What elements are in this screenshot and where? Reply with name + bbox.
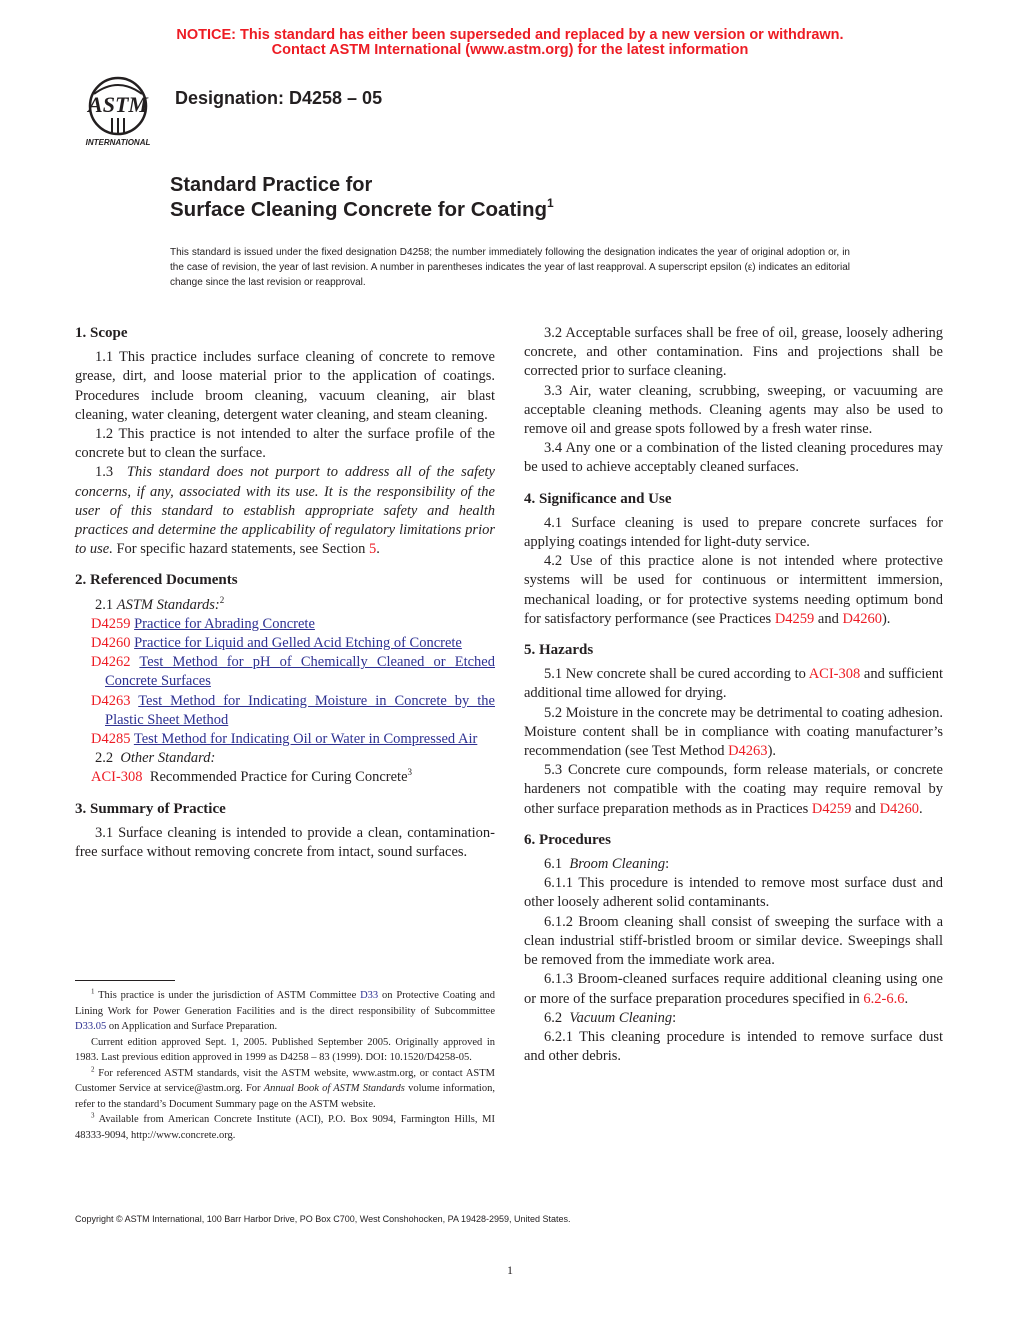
para-6-1-3-end: . — [904, 990, 909, 1007]
section-heading-significance: 4. Significance and Use — [524, 490, 672, 507]
footnote-1-text-a: This practice is under the jurisdiction of ASTM Committee — [94, 990, 361, 1001]
para-6-1-1: 6.1.1 This procedure is intended to remove most surface dust and other loosely adherent solid contaminants. — [524, 875, 943, 911]
para-6-1-2: 6.1.2 Broom cleaning shall consist of sweeping the surface with a clean industrial stiff-bristled broom or similar device. Sweepings shall be removed from the immediate work area. — [524, 913, 943, 969]
footnote-1-mark: 1 — [91, 987, 95, 996]
para-5-2-end: ). — [767, 743, 777, 760]
ref-code[interactable]: D4263 — [91, 692, 131, 709]
para-2-1-num: 2.1 — [95, 596, 114, 613]
section-heading-refdocs: 2. Referenced Documents — [75, 572, 238, 589]
footnote-2-text-b: volume information, refer to the standard’s Document Summary page on the ASTM website. — [75, 1083, 495, 1110]
para-6-2: 6.2 Vacuum Cleaning: — [544, 1009, 677, 1026]
section-heading-procedures: 6. Procedures — [524, 831, 611, 848]
ref-title[interactable]: Practice for Liquid and Gelled Acid Etching of Concrete — [134, 635, 462, 652]
footnote-1-edition: Current edition approved Sept. 1, 2005. Published September 2005. Originally approved in 1983. Last previous edition approved in 1999 as D4258 – 83 (1999). DOI: 10.1520/D4258-05. — [75, 1036, 495, 1063]
d4260-link[interactable]: D4260 — [879, 800, 920, 817]
d33-link[interactable]: D33 — [360, 990, 379, 1001]
notice-line-1: NOTICE: This standard has either been superseded and replaced by a new version or withdrawn. — [176, 27, 844, 43]
para-3-4: 3.4 Any one or a combination of the listed cleaning procedures may be used to achieve acceptably cleaned surfaces. — [524, 440, 943, 476]
footnote-1-text-c: on Application and Surface Preparation. — [106, 1021, 278, 1032]
ref-title: Recommended Practice for Curing Concrete — [149, 769, 408, 786]
ref-title[interactable]: Test Method for Indicating Oil or Water in Compressed Air — [133, 731, 478, 748]
section-heading-hazards: 5. Hazards — [524, 642, 594, 659]
para-5-1-text: 5.1 New concrete shall be cured according to — [544, 666, 809, 683]
title-text: Surface Cleaning Concrete for Coating — [170, 198, 548, 221]
copyright-line: Copyright © ASTM International, 100 Barr Harbor Drive, PO Box C700, West Conshohocken, PA 19428-2959, United States. — [75, 1214, 571, 1224]
designation: Designation: D4258 – 05 — [175, 88, 383, 108]
d33-05-link[interactable]: D33.05 — [75, 1021, 107, 1032]
title-line-2 — [170, 198, 554, 222]
section-heading-summary: 3. Summary of Practice — [75, 800, 226, 817]
para-4-2-end: ). — [881, 610, 891, 627]
para-5-3-end: . — [919, 800, 923, 817]
footnote-3-mark: 3 — [91, 1111, 95, 1120]
aci-308-link[interactable]: ACI-308 — [808, 666, 861, 683]
para-6-2-num: 6.2 — [544, 1009, 563, 1026]
ref-code[interactable]: D4259 — [91, 615, 131, 632]
footnote-2 — [75, 1066, 495, 1113]
annual-book-title: Annual Book of ASTM Standards — [263, 1083, 405, 1094]
section-heading-scope: 1. Scope — [75, 325, 128, 341]
d4259-link[interactable]: D4259 — [774, 610, 815, 627]
ref-item[interactable] — [91, 730, 495, 749]
para-6-1-num: 6.1 — [544, 856, 563, 873]
ref-code[interactable]: ACI-308 — [91, 769, 143, 786]
d4260-link[interactable]: D4260 — [842, 610, 882, 627]
ref-title[interactable]: Test Method for pH of Chemically Cleaned or Etched Concrete Surfaces — [105, 654, 495, 690]
para-1-3 — [75, 463, 495, 559]
footnote-1-text-b: on Protective Coating and Lining Work for Power Generation Facilities and is the direct responsibility of Subcommittee — [75, 990, 495, 1017]
ref-title[interactable]: Practice for Abrading Concrete — [134, 615, 315, 632]
ref-code[interactable]: D4285 — [91, 731, 131, 748]
para-5-2-text: 5.2 Moisture in the concrete may be detrimental to coating adhesion. Moisture content shall be in compliance with coating manufacturer’s recommendation (see Test Method — [524, 704, 943, 760]
svg-text:INTERNATIONAL: INTERNATIONAL — [85, 138, 151, 147]
para-3-2: 3.2 Acceptable surfaces shall be free of oil, grease, loosely adhering concrete, and other contamination. Fins and projections shall be corrected prior to surface cleaning. — [524, 325, 943, 380]
para-5-1-end: and sufficient additional time allowed for drying. — [524, 666, 943, 702]
section-5-link[interactable]: 5 — [368, 541, 377, 558]
footnotes — [75, 988, 495, 1143]
d4263-link[interactable]: D4263 — [728, 743, 768, 760]
footnote-divider — [75, 980, 175, 981]
para-4-2-and: and — [814, 610, 843, 627]
footnote-2-mark: 2 — [219, 594, 225, 605]
broom-cleaning-label: Broom Cleaning — [569, 856, 666, 873]
ref-item[interactable] — [91, 653, 495, 691]
issuance-statement: This standard is issued under the fixed designation D4258; the number immediately following the designation indicates the year of original adoption or, in the case of revision, the year of last revision. A number in parentheses indicates the year of last reapproval. A superscript epsilon (ε) indicates an editorial change since the last revision or reapproval. — [170, 247, 850, 288]
notice-line-2: Contact ASTM International (www.astm.org) for the latest information — [271, 42, 749, 58]
para-1-3-end: . — [376, 541, 380, 558]
footnote-2-text-a: For referenced ASTM standards, visit the ASTM website, www.astm.org, or contact ASTM Customer Service at service@astm.org. For — [75, 1067, 495, 1094]
para-3-3: 3.3 Air, water cleaning, scrubbing, sweeping, or vacuuming are acceptable cleaning methods. Cleaning agents may also be used to remove oil and grease spots followed by a fresh water rinse. — [524, 382, 943, 438]
title-footnote-mark: 1 — [547, 196, 554, 210]
para-5-1 — [524, 665, 943, 703]
footnote-2-mark: 2 — [91, 1065, 95, 1073]
section-6-2-6-6-link[interactable]: 6.2-6.6 — [863, 990, 905, 1007]
footnote-3-text: Available from American Concrete Institute (ACI), P.O. Box 9094, Farmington Hills, MI 48333-9094, http://www.concrete.org. — [75, 1114, 495, 1141]
para-6-1-3-text: 6.1.3 Broom-cleaned surfaces require additional cleaning using one or more of the surface preparation procedures specified in — [524, 971, 943, 1007]
footnote-1 — [75, 988, 495, 1035]
para-3-1: 3.1 Surface cleaning is intended to provide a clean, contamination-free surface without removing concrete from intact, sound surfaces. — [75, 824, 495, 861]
para-1-3-num: 1.3 — [95, 464, 114, 481]
ref-item[interactable] — [91, 692, 495, 730]
right-column — [524, 324, 943, 1066]
para-6-1: 6.1 Broom Cleaning: — [544, 856, 670, 873]
para-2-1 — [75, 596, 495, 615]
para-6-1-3 — [524, 970, 943, 1008]
svg-text:ASTM: ASTM — [88, 92, 148, 117]
para-1-3-italic: This standard does not purport to address all of the safety concerns, if any, associated with its use. It is the responsibility of the user of this standard to establish appropriate safety and health practices and determine the applicability of regulatory limitations prior to use. — [75, 464, 495, 558]
para-4-2 — [524, 552, 943, 629]
para-5-3-and: and — [851, 800, 880, 817]
vacuum-cleaning-label: Vacuum Cleaning — [569, 1009, 673, 1026]
ref-title[interactable]: Test Method for Indicating Moisture in Concrete by the Plastic Sheet Method — [105, 692, 495, 728]
para-6-2-1: 6.2.1 This cleaning procedure is intended to remove surface dust and other debris. — [524, 1028, 943, 1065]
para-1-2: 1.2 This practice is not intended to alter the surface profile of the concrete but to clean the surface. — [75, 426, 495, 462]
para-5-3 — [524, 761, 943, 819]
para-5-2 — [524, 704, 943, 762]
footnote-3-mark: 3 — [407, 767, 412, 778]
ref-item-aci[interactable] — [91, 768, 495, 787]
ref-code[interactable]: D4260 — [91, 635, 131, 652]
other-standard-label: Other Standard: — [120, 750, 216, 767]
d4259-link[interactable]: D4259 — [811, 800, 852, 817]
footnote-3 — [75, 1112, 495, 1143]
para-1-1: 1.1 This practice includes surface cleaning of concrete to remove grease, dirt, and loose material prior to the application of coatings. Procedures include broom cleaning, vacuum cleaning, air blast cleaning, water cleaning, detergent water cleaning, and steam cleaning. — [75, 349, 495, 423]
ref-item[interactable] — [91, 634, 495, 653]
para-5-3-text: 5.3 Concrete cure compounds, form release materials, or concrete hardeners not compatible with the coating may require removal by other surface preparation methods as in Practices — [524, 762, 943, 817]
para-2-2 — [75, 749, 495, 768]
para-4-2-text: 4.2 Use of this practice alone is not intended where protective systems will be used for continuous or intermittent immersion, mechanical loading, or for protective systems needing optimum bond for satisfactory performance (see Practices — [524, 553, 943, 627]
astm-logo — [72, 74, 164, 150]
ref-code[interactable]: D4262 — [91, 654, 131, 671]
title-line-1: Standard Practice for — [170, 174, 373, 196]
ref-item[interactable] — [91, 615, 495, 634]
para-1-3-rest: For specific hazard statements, see Section — [112, 541, 369, 558]
left-column — [75, 324, 495, 862]
para-2-2-num: 2.2 — [95, 750, 114, 767]
page-number: 1 — [507, 1263, 513, 1277]
para-4-1: 4.1 Surface cleaning is used to prepare concrete surfaces for applying coatings intended for light-duty service. — [524, 514, 943, 551]
astm-standards-label: ASTM Standards: — [116, 596, 220, 613]
